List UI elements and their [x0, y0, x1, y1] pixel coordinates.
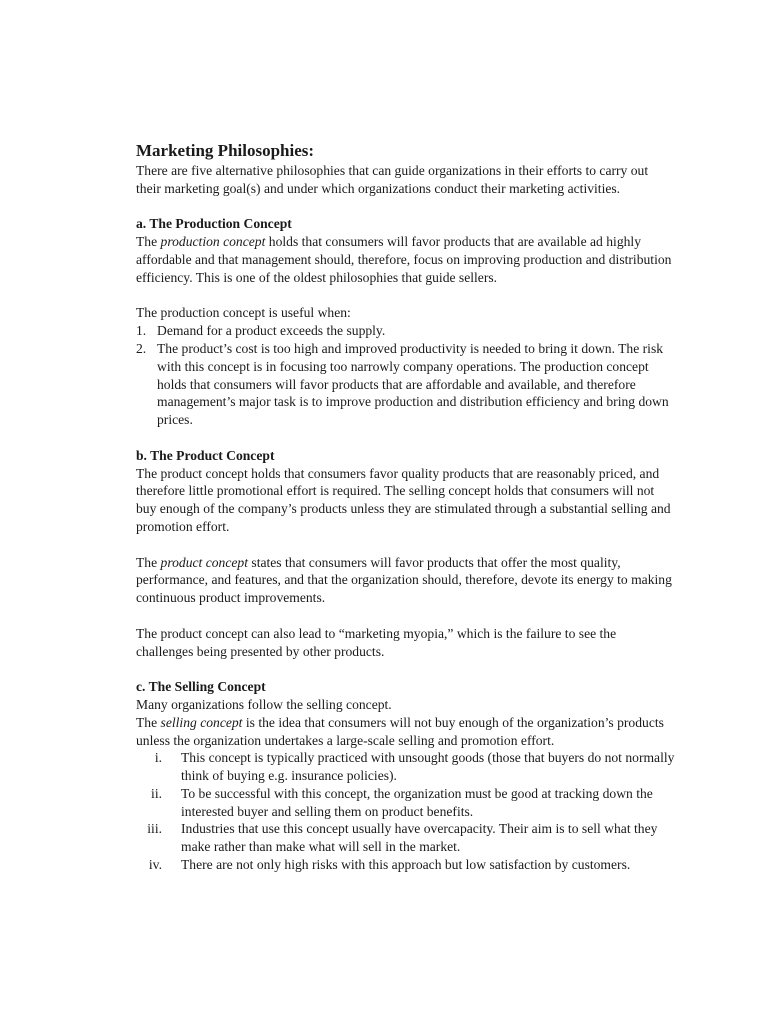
- list-item-text: To be successful with this concept, the organization must be good at tracking down the interested buyer and selling them on product benefits.: [181, 785, 653, 819]
- list-item: [136, 749, 676, 785]
- production-numbered-list: [136, 322, 676, 429]
- production-concept-paragraph: [136, 233, 676, 286]
- spacer: [136, 660, 676, 678]
- list-item-text: Industries that use this concept usually have overcapacity. Their aim is to sell what they make rather than make what will sell in the market.: [181, 821, 658, 855]
- document-page: [136, 140, 676, 874]
- production-useful-when: The production concept is useful when:: [136, 305, 351, 321]
- text-run: is the idea that consumers will not buy enough of the organization’s products unless the organization undertakes a large-scale selling and promotion effort.: [136, 714, 664, 748]
- text-run: The: [136, 714, 161, 730]
- emphasis-term: production concept: [160, 234, 266, 250]
- list-item-text: The product’s cost is too high and improved productivity is needed to bring it down. The risk with this concept is in focusing too narrowly company operations. The production concept holds that consumers will favor products that are affordable and available, and therefore management’s major task is to improve production and distribution efficiency and bring down prices.: [157, 340, 669, 428]
- section-heading-product-concept: b. The Product Concept: [136, 447, 275, 463]
- emphasis-term: product concept: [160, 554, 248, 570]
- selling-roman-list: [136, 749, 676, 874]
- list-item: [136, 340, 676, 429]
- list-item-text: There are not only high risks with this approach but low satisfaction by customers.: [181, 857, 631, 873]
- list-marker: ii.: [151, 785, 162, 801]
- list-marker: iv.: [148, 857, 162, 873]
- list-marker: 2.: [136, 340, 147, 356]
- product-concept-paragraph-1: The product concept holds that consumers favor quality products that are reasonably priced, and therefore little promotional effort is required. The selling concept holds that consumers will not buy enough of the company’s products unless they are stimulated through a substantial selling and promotion effort.: [136, 465, 671, 534]
- spacer: [136, 607, 676, 625]
- text-run: states that consumers will favor products that offer the most quality, performance, and features, and that the organization should, therefore, devote its energy to making continuous product improvements.: [136, 554, 672, 606]
- intro-paragraph: There are five alternative philosophies that can guide organizations in their efforts to carry out their marketing goal(s) and under which organizations conduct their marketing activities.: [136, 163, 649, 196]
- section-heading-production-concept: a. The Production Concept: [136, 216, 292, 232]
- list-marker: 1.: [136, 323, 147, 339]
- list-item-text: This concept is typically practiced with unsought goods (those that buyers do not normally think of buying e.g. insurance policies).: [181, 750, 675, 784]
- selling-concept-paragraph-1: Many organizations follow the selling concept.: [136, 696, 392, 712]
- list-item: [136, 322, 676, 340]
- spacer: [136, 536, 676, 554]
- list-item: [136, 820, 676, 856]
- spacer: [136, 198, 676, 216]
- list-marker: i.: [154, 750, 162, 766]
- selling-concept-paragraph-2: [136, 714, 676, 750]
- product-concept-paragraph-3: The product concept can also lead to “marketing myopia,” which is the failure to see the challenges being presented by other products.: [136, 625, 617, 659]
- product-concept-paragraph-2: [136, 554, 676, 607]
- spacer: [136, 429, 676, 447]
- text-run: The: [136, 234, 161, 250]
- document-title: Marketing Philosophies:: [136, 141, 315, 160]
- text-run: holds that consumers will favor products that are available ad highly affordable and that management should, therefore, focus on improving production and distribution efficiency. This is one of the oldest philosophies that guide sellers.: [136, 234, 672, 285]
- list-item-text: Demand for a product exceeds the supply.: [157, 323, 386, 339]
- list-item: [136, 785, 676, 821]
- spacer: [136, 287, 676, 305]
- emphasis-term: selling concept: [160, 714, 243, 730]
- section-heading-selling-concept: c. The Selling Concept: [136, 679, 266, 695]
- list-marker: iii.: [147, 821, 162, 837]
- text-run: The: [136, 554, 161, 570]
- list-item: [136, 856, 676, 874]
